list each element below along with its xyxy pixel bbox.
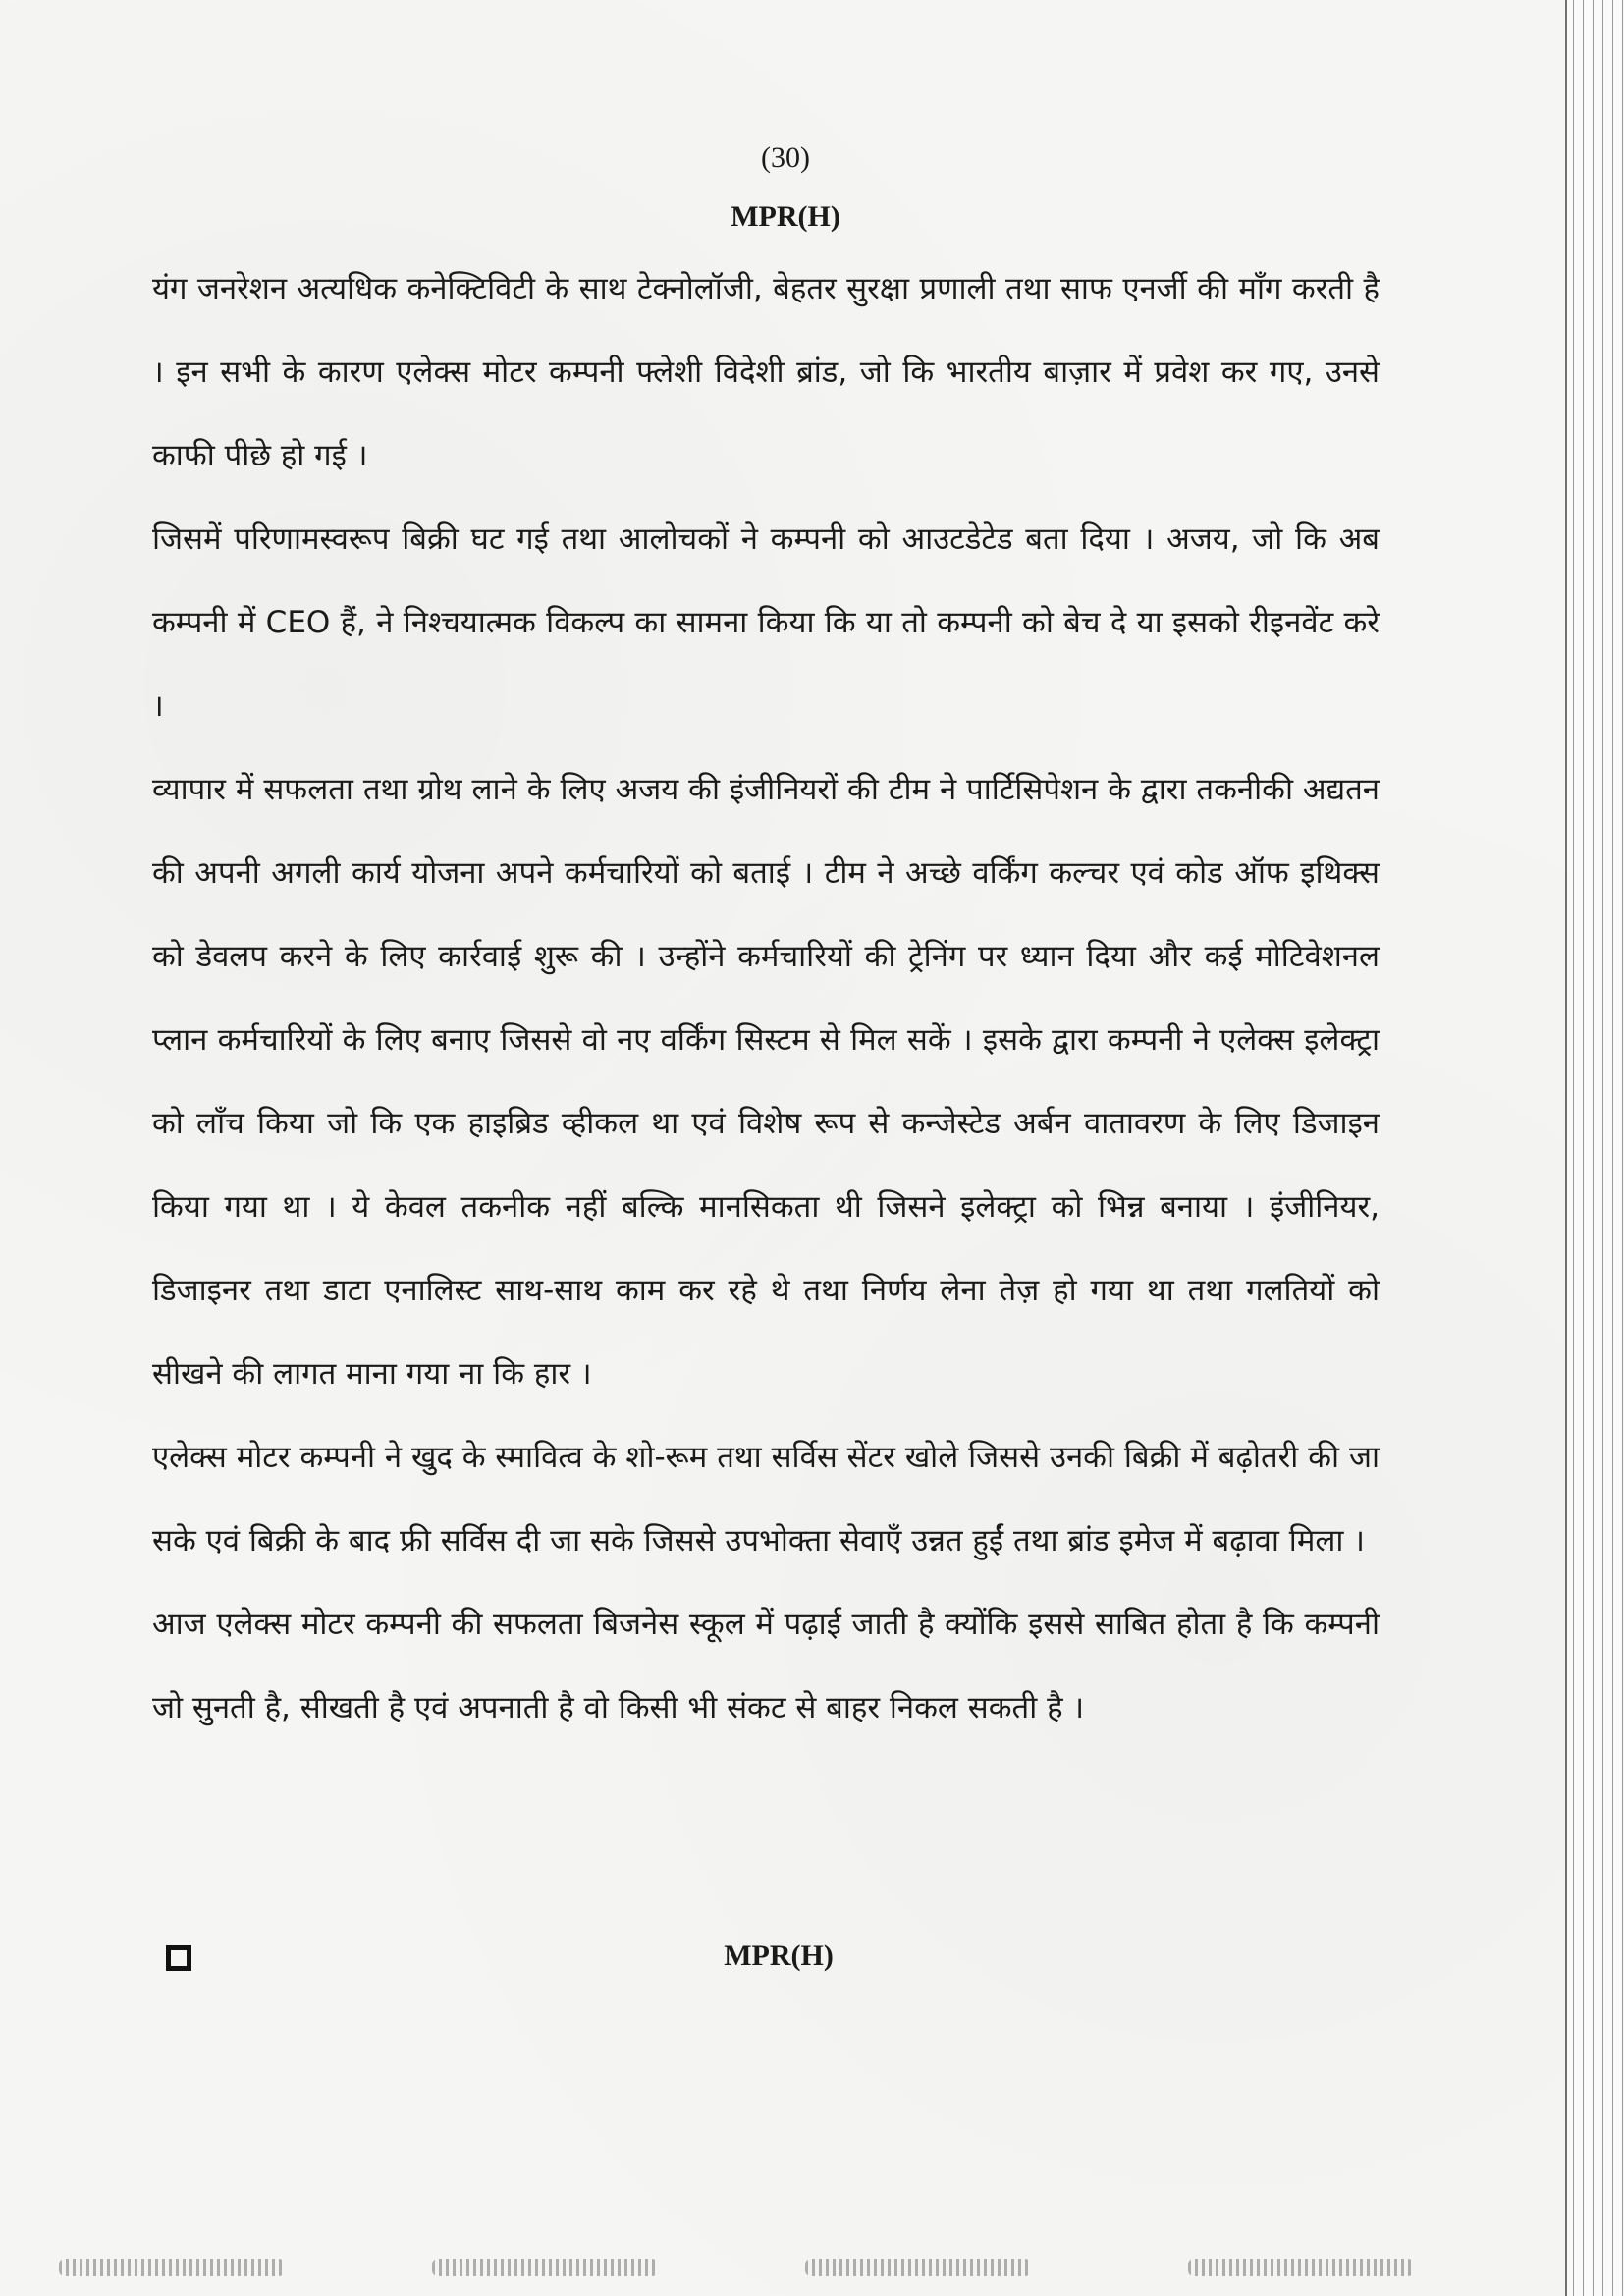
paragraph-5: आज एलेक्स मोटर कम्पनी की सफलता बिजनेस स्कूल में पढ़ाई जाती है क्योंकि इससे साबित होता है कि कम्पनी जो सुनती है, सीखती है एवं अपनाती है वो किसी भी संकट से बाहर निकल सकती है । bbox=[152, 1607, 1380, 1725]
paragraph-2: जिसमें परिणामस्वरूप बिक्री घट गई तथा आलोचकों ने कम्पनी को आउटडेटेड बता दिया । अजय, जो कि अब कम्पनी में CEO हैं, ने निश्चयात्मक विकल्प का सामना किया कि या तो कम्पनी को बेच दे या इसको रीइनवेंट करे । bbox=[152, 521, 1380, 724]
header-paper-code: MPR(H) bbox=[731, 200, 840, 233]
scan-artifact-mark bbox=[805, 2259, 1031, 2276]
paragraph-4: एलेक्स मोटर कम्पनी ने खुद के स्मावित्व के शो-रूम तथा सर्विस सेंटर खोले जिससे उनकी बिक्री में बढ़ोतरी की जा सके एवं बिक्री के बाद फ्री सर्विस दी जा सके जिससे उपभोक्ता सेवाएँ उन्नत हुईं तथा ब्रांड इमेज में बढ़ावा मिला । bbox=[152, 1440, 1380, 1558]
scan-artifact-mark bbox=[1188, 2259, 1414, 2276]
scan-artifact-mark bbox=[59, 2259, 285, 2276]
scanner-binding-edge bbox=[1565, 0, 1624, 2296]
footer bbox=[160, 1940, 1397, 1979]
scan-artifact-mark bbox=[432, 2259, 658, 2276]
body-text bbox=[152, 247, 1380, 1750]
footer-paper-code: MPR(H) bbox=[724, 1940, 834, 1972]
paragraph-3: व्यापार में सफलता तथा ग्रोथ लाने के लिए अजय की इंजीनियरों की टीम ने पार्टिसिपेशन के द्वारा तकनीकी अद्यतन की अपनी अगली कार्य योजना अपने कर्मचारियों को बताई । टीम ने अच्छे वर्किंग कल्चर एवं कोड ऑफ इथिक्स को डेवलप करने के लिए कार्रवाई शुरू की । उन्होंने कर्मचारियों की ट्रेनिंग पर ध्यान दिया और कई मोटिवेशनल प्लान कर्मचारियों के लिए बनाए जिससे वो नए वर्किंग सिस्टम से मिल सकें । इसके द्वारा कम्पनी ने एलेक्स इलेक्ट्रा को लाँच किया जो कि एक हाइब्रिड व्हीकल था एवं विशेष रूप से कन्जेस्टेड अर्बन वातावरण के लिए डिजाइन किया गया था । ये केवल तकनीक नहीं बल्कि मानसिकता थी जिसने इलेक्ट्रा को भिन्न बनाया । इंजीनियर, डिजाइनर तथा डाटा एनालिस्ट साथ-साथ काम कर रहे थे तथा निर्णय लेना तेज़ हो गया था तथा गलतियों को सीखने की लागत माना गया ना कि हार । bbox=[152, 772, 1380, 1392]
page-number: (30) bbox=[761, 141, 810, 174]
paragraph-1: यंग जनरेशन अत्यधिक कनेक्टिविटी के साथ टेक्नोलॉजी, बेहतर सुरक्षा प्रणाली तथा साफ एनर्जी की माँग करती है । इन सभी के कारण एलेक्स मोटर कम्पनी फ्लेशी विदेशी ब्रांड, जो कि भारतीय बाज़ार में प्रवेश कर गए, उनसे काफी पीछे हो गई । bbox=[152, 271, 1380, 473]
